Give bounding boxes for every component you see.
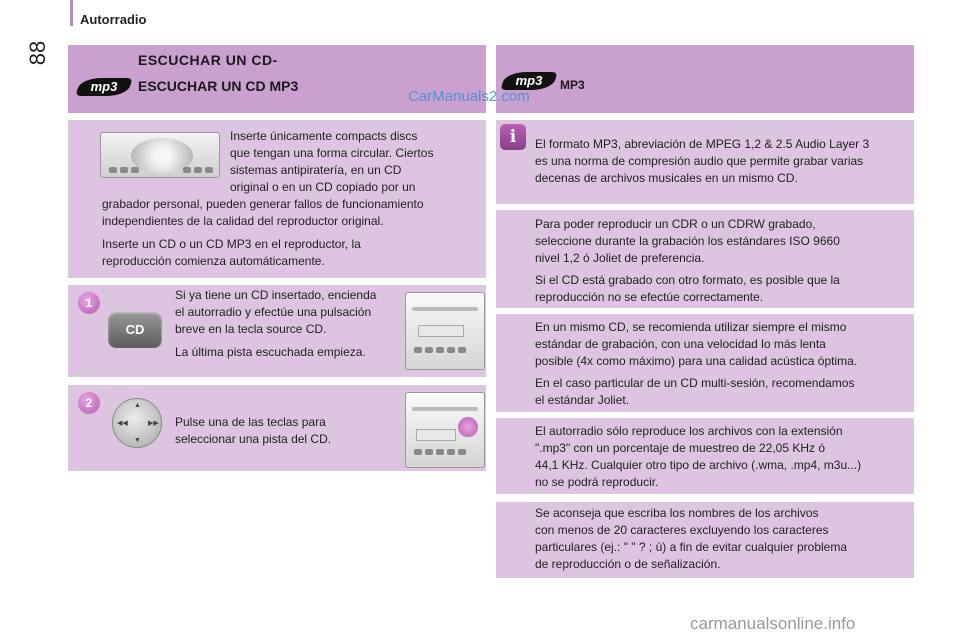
box2-line: Si el CD está grabado con otro formato, es posible que la	[535, 273, 840, 287]
step2-line: seleccionar una pista del CD.	[175, 432, 332, 446]
step1-text	[175, 287, 405, 361]
box3-line: En el caso particular de un CD multi-sesión, recomendamos	[535, 376, 855, 390]
box2-line: reproducción no se efectúe correctamente.	[535, 290, 764, 304]
step1-line: Si ya tiene un CD insertado, encienda	[175, 288, 377, 302]
box1-line: decenas de archivos musicales en un mismo CD.	[535, 171, 798, 185]
step2-number-badge: 2	[78, 392, 100, 414]
step2-line: Pulse una de las teclas para	[175, 415, 326, 429]
box3-line: el estándar Joliet.	[535, 393, 630, 407]
box4-line: ".mp3" con un porcentaje de muestreo de 22,05 KHz ó	[535, 441, 826, 455]
mp3-logo-icon-right: mp3	[503, 72, 555, 90]
cd-source-key: CD	[108, 312, 162, 348]
box4-line: no se podrá reproducir.	[535, 475, 659, 489]
intro-line: grabador personal, pueden generar fallos de funcionamiento	[102, 197, 424, 211]
section-title: Autorradio	[80, 12, 147, 27]
box3-line: estándar de grabación, con una velocidad lo más lenta	[535, 337, 826, 351]
intro-line: que tengan una forma circular. Ciertos	[230, 146, 434, 160]
section-marker-bar	[70, 0, 73, 26]
watermark-bottom: carmanualsonline.info	[690, 614, 856, 633]
box4-line: El autorradio sólo reproduce los archivos con la extensión	[535, 424, 843, 438]
intro-line: reproducción comienza automáticamente.	[102, 254, 325, 268]
step1-number-badge: 1	[78, 292, 100, 314]
box3-line: posible (4x como máximo) para una calidad acústica óptima.	[535, 354, 858, 368]
radio-faceplate-illustration	[405, 292, 485, 370]
intro-line: Inserte únicamente compacts discs	[230, 129, 418, 143]
box5-line: Se aconseja que escriba los nombres de los archivos	[535, 506, 819, 520]
intro-line: original o en un CD copiado por un	[230, 180, 416, 194]
track-select-dpad-icon: ▲ ▼ ◀◀ ▶▶	[112, 398, 162, 448]
box2-text	[535, 216, 913, 306]
box4-line: 44,1 KHz. Cualquier otro tipo de archivo (.wma, .mp4, m3u...)	[535, 458, 862, 472]
watermark-top: CarManuals2.com	[408, 88, 530, 105]
info-icon: i	[500, 124, 526, 150]
highlighted-knob-icon	[458, 417, 478, 437]
step1-line: La última pista escuchada empieza.	[175, 345, 366, 359]
right-header-panel	[496, 45, 914, 113]
mp3-logo-icon: mp3	[78, 78, 130, 96]
box1-line: es una norma de compresión audio que permite grabar varias	[535, 154, 864, 168]
left-title-line1: ESCUCHAR UN CD-	[138, 52, 278, 68]
step1-line: breve en la tecla source CD.	[175, 322, 327, 336]
box3-line: En un mismo CD, se recomienda utilizar siempre el mismo	[535, 320, 847, 334]
intro-line: sistemas antipiratería, en un CD	[230, 163, 402, 177]
box1-text	[535, 136, 913, 187]
box2-line: Para poder reproducir un CDR o un CDRW grabado,	[535, 217, 816, 231]
intro-line: independientes de la calidad del reproductor original.	[102, 214, 384, 228]
intro-line: Inserte un CD o un CD MP3 en el reproductor, la	[102, 237, 361, 251]
page-number: 88	[25, 40, 50, 66]
box5-line: de reproducción o de señalización.	[535, 557, 721, 571]
box5-line: particulares (ej.: " " ? ; ù) a fin de evitar cualquier problema	[535, 540, 847, 554]
right-title: MP3	[560, 78, 585, 92]
radio-controls-illustration	[405, 392, 485, 468]
box5-line: con menos de 20 caracteres excluyendo los caracteres	[535, 523, 829, 537]
step1-line: el autorradio y efectúe una pulsación	[175, 305, 372, 319]
box2-line: nivel 1,2 ó Joliet de preferencia.	[535, 251, 705, 265]
step2-text	[175, 414, 405, 448]
box5-text	[535, 505, 913, 573]
left-title-line2: ESCUCHAR UN CD MP3	[138, 78, 299, 94]
box2-line: seleccione durante la grabación los estándares ISO 9660	[535, 234, 840, 248]
box3-text	[535, 319, 913, 409]
box1-line: El formato MP3, abreviación de MPEG 1,2 & 2.5 Audio Layer 3	[535, 137, 870, 151]
intro-text	[102, 128, 482, 270]
box4-text	[535, 423, 913, 491]
